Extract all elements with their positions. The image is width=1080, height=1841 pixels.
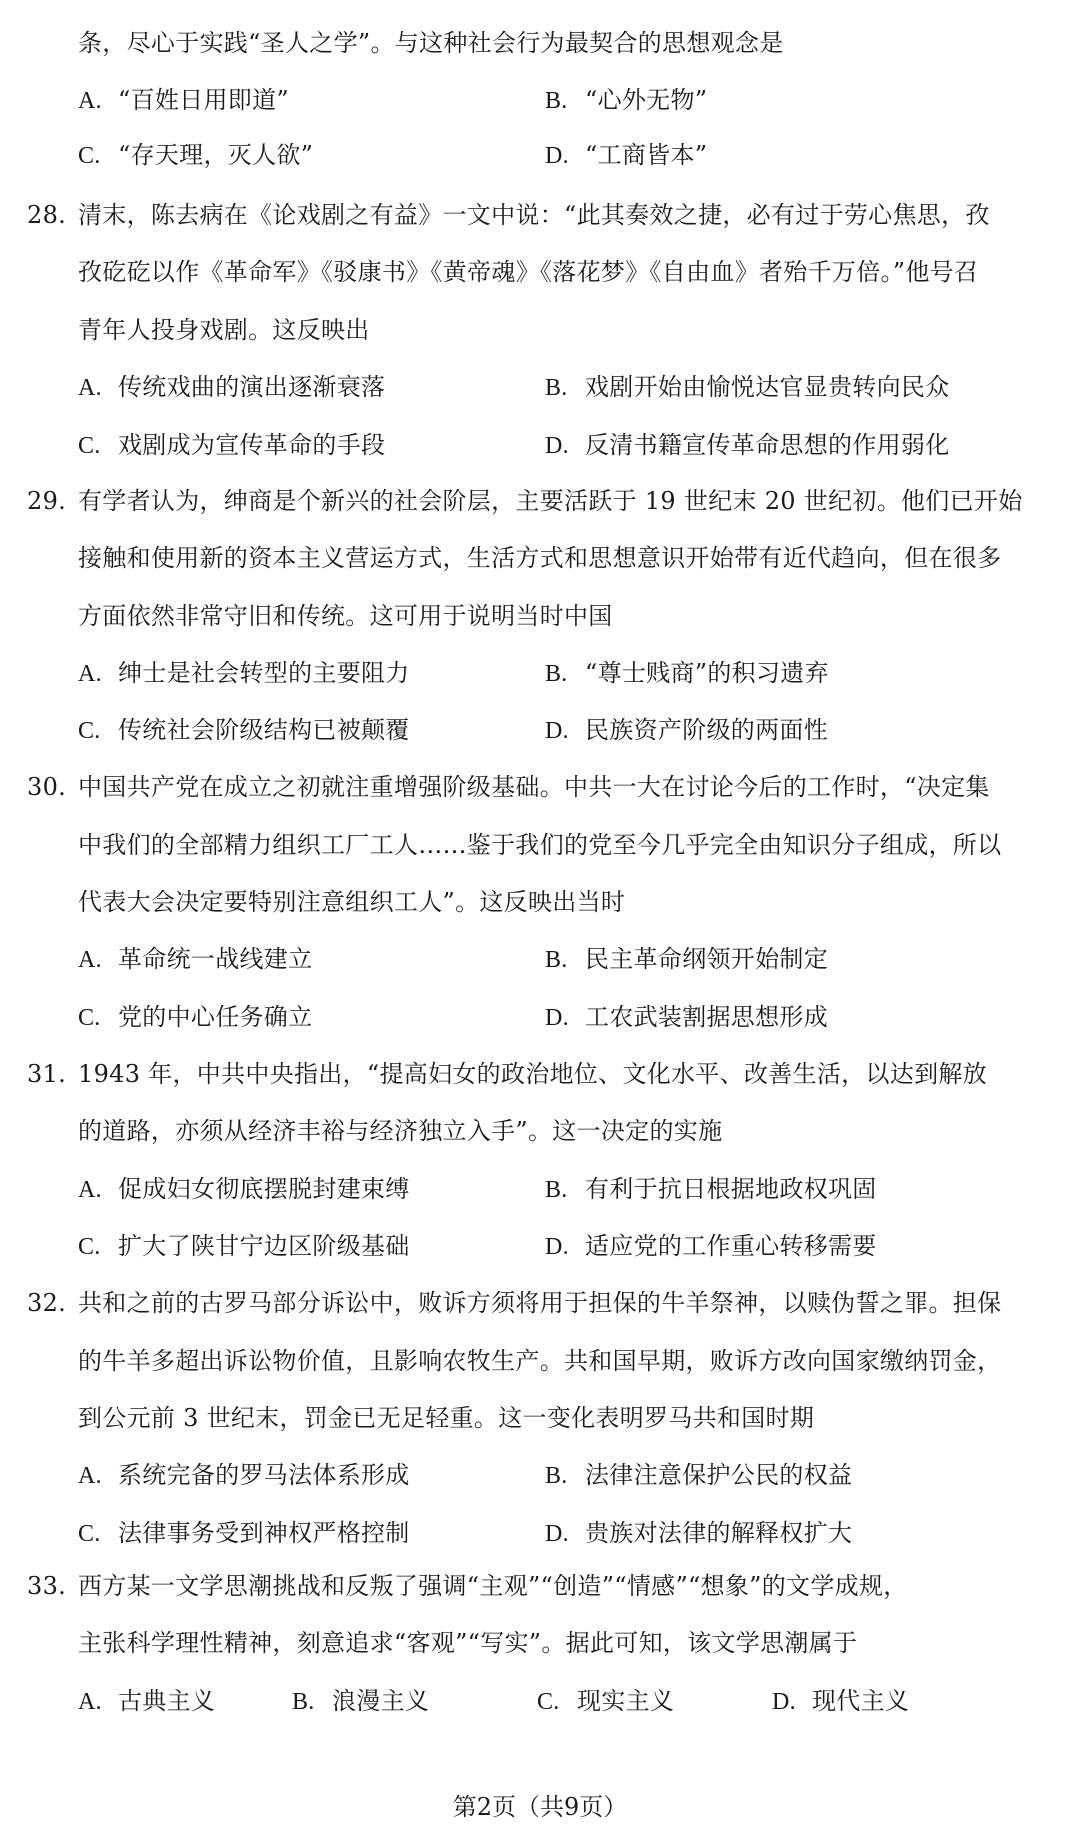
option-text: “百姓日用即道” [118, 86, 289, 114]
option-a[interactable] [78, 1681, 215, 1722]
option-text: 促成妇女彻底摆脱封建束缚 [118, 1175, 410, 1203]
stem-text: 到公元前 3 世纪末，罚金已无足轻重。这一变化表明罗马共和国时期 [78, 1404, 815, 1432]
option-b[interactable] [545, 1169, 877, 1210]
stem-text: 条，尽心于实践“圣人之学”。与这种社会行为最契合的思想观念是 [78, 29, 784, 57]
option-d[interactable] [545, 1513, 852, 1554]
option-b[interactable] [545, 1455, 852, 1496]
stem-text: 主张科学理性精神，刻意追求“客观”“写实”。据此可知，该文学思潮属于 [78, 1629, 858, 1657]
option-label: A. [78, 88, 102, 114]
option-label: D. [545, 1005, 569, 1031]
stem-text: 接触和使用新的资本主义营运方式，生活方式和思想意识开始带有近代趋向，但在很多 [78, 544, 1002, 572]
question-number: 32. [27, 1289, 67, 1317]
stem-text: 有学者认为，绅商是个新兴的社会阶层，主要活跃于 19 世纪末 20 世纪初。他们已开始 [78, 487, 1023, 515]
option-label: A. [78, 661, 102, 687]
option-text: 法律事务受到神权严格控制 [118, 1519, 410, 1547]
option-text: 现实主义 [577, 1687, 675, 1715]
option-label: C. [78, 143, 101, 169]
option-text: 民主革命纲领开始制定 [585, 945, 828, 973]
option-d[interactable] [772, 1681, 909, 1722]
option-a[interactable] [78, 1455, 410, 1496]
option-text: 适应党的工作重心转移需要 [585, 1232, 877, 1260]
option-text: 反清书籍宣传革命思想的作用弱化 [585, 431, 950, 459]
option-label: B. [545, 88, 568, 114]
option-text: 现代主义 [812, 1687, 910, 1715]
option-label: A. [78, 375, 102, 401]
option-text: 有利于抗日根据地政权巩固 [585, 1175, 877, 1203]
option-d[interactable] [545, 425, 950, 466]
option-label: D. [772, 1689, 796, 1715]
option-b[interactable] [545, 80, 707, 121]
option-d[interactable] [545, 710, 828, 751]
option-label: B. [545, 375, 568, 401]
option-text: 传统戏曲的演出逐渐衰落 [118, 373, 386, 401]
option-b[interactable] [545, 367, 950, 408]
question-number: 30. [27, 773, 67, 801]
option-label: D. [545, 143, 569, 169]
option-text: 革命统一战线建立 [118, 945, 313, 973]
question-number: 28. [27, 201, 67, 229]
stem-text: 孜矻矻以作《革命军》《驳康书》《黄帝魂》《落花梦》《自由血》者殆千万倍。”他号召 [78, 258, 979, 286]
option-text: 民族资产阶级的两面性 [585, 716, 828, 744]
stem-text: 的牛羊多超出诉讼物价值，且影响农牧生产。共和国早期，败诉方改向国家缴纳罚金， [78, 1347, 1002, 1375]
option-label: B. [292, 1689, 315, 1715]
option-label: B. [545, 1463, 568, 1489]
option-c[interactable] [78, 1226, 410, 1267]
option-text: 扩大了陕甘宁边区阶级基础 [118, 1232, 410, 1260]
option-text: 戏剧开始由愉悦达官显贵转向民众 [585, 373, 950, 401]
stem-text: 的道路，亦须从经济丰裕与经济独立入手”。这一决定的实施 [78, 1117, 723, 1145]
option-label: A. [78, 947, 102, 973]
option-label: C. [78, 1234, 101, 1260]
stem-text: 中我们的全部精力组织工厂工人……鉴于我们的党至今几乎完全由知识分子组成，所以 [78, 831, 1002, 859]
option-label: D. [545, 433, 569, 459]
option-c[interactable] [78, 135, 313, 176]
option-label: C. [78, 718, 101, 744]
option-text: 古典主义 [118, 1687, 216, 1715]
option-label: C. [78, 433, 101, 459]
option-c[interactable] [78, 425, 385, 466]
option-b[interactable] [292, 1681, 429, 1722]
stem-text: 1943 年，中共中央指出，“提高妇女的政治地位、文化水平、改善生活，以达到解放 [78, 1060, 987, 1088]
stem-text: 共和之前的古罗马部分诉讼中，败诉方须将用于担保的牛羊祭神，以赎伪誓之罪。担保 [78, 1289, 1002, 1317]
stem-text: 青年人投身戏剧。这反映出 [78, 316, 370, 344]
stem-text: 代表大会决定要特别注意组织工人”。这反映出当时 [78, 888, 626, 916]
stem-text: 方面依然非常守旧和传统。这可用于说明当时中国 [78, 602, 613, 630]
option-text: “尊士贱商”的积习遗弃 [585, 659, 829, 687]
option-label: D. [545, 1234, 569, 1260]
option-c[interactable] [537, 1681, 674, 1722]
option-label: C. [78, 1521, 101, 1547]
option-b[interactable] [545, 939, 828, 980]
option-text: “工商皆本” [585, 141, 708, 169]
option-text: 工农武装割据思想形成 [585, 1003, 828, 1031]
option-text: 绅士是社会转型的主要阻力 [118, 659, 410, 687]
question-number: 29. [27, 487, 67, 515]
option-c[interactable] [78, 710, 410, 751]
option-a[interactable] [78, 1169, 410, 1210]
option-a[interactable] [78, 80, 289, 121]
option-d[interactable] [545, 1226, 877, 1267]
page-footer: 第2页（共9页） [452, 1793, 628, 1821]
option-text: 系统完备的罗马法体系形成 [118, 1461, 410, 1489]
option-text: 党的中心任务确立 [118, 1003, 313, 1031]
stem-text: 西方某一文学思潮挑战和反叛了强调“主观”“创造”“情感”“想象”的文学成规， [78, 1572, 908, 1600]
option-a[interactable] [78, 939, 312, 980]
option-c[interactable] [78, 1513, 410, 1554]
option-label: B. [545, 1177, 568, 1203]
stem-text: 清末，陈去病在《论戏剧之有益》一文中说：“此其奏效之捷，必有过于劳心焦思，孜 [78, 201, 990, 229]
option-label: B. [545, 947, 568, 973]
option-label: A. [78, 1463, 102, 1489]
option-label: B. [545, 661, 568, 687]
option-a[interactable] [78, 653, 410, 694]
option-text: 法律注意保护公民的权益 [585, 1461, 853, 1489]
stem-text: 中国共产党在成立之初就注重增强阶级基础。中共一大在讨论今后的工作时，“决定集 [78, 773, 990, 801]
question-number: 31. [27, 1060, 67, 1088]
option-label: C. [78, 1005, 101, 1031]
option-text: 戏剧成为宣传革命的手段 [118, 431, 386, 459]
option-label: D. [545, 718, 569, 744]
option-label: A. [78, 1177, 102, 1203]
question-number: 33. [27, 1572, 67, 1600]
option-text: 浪漫主义 [332, 1687, 430, 1715]
option-text: “存天理，灭人欲” [118, 141, 314, 169]
option-label: D. [545, 1521, 569, 1547]
option-text: 传统社会阶级结构已被颠覆 [118, 716, 410, 744]
option-d[interactable] [545, 135, 707, 176]
option-text: “心外无物” [585, 86, 708, 114]
option-label: A. [78, 1689, 102, 1715]
option-label: C. [537, 1689, 560, 1715]
option-c[interactable] [78, 997, 312, 1038]
option-d[interactable] [545, 997, 828, 1038]
option-b[interactable] [545, 653, 829, 694]
option-a[interactable] [78, 367, 385, 408]
option-text: 贵族对法律的解释权扩大 [585, 1519, 853, 1547]
